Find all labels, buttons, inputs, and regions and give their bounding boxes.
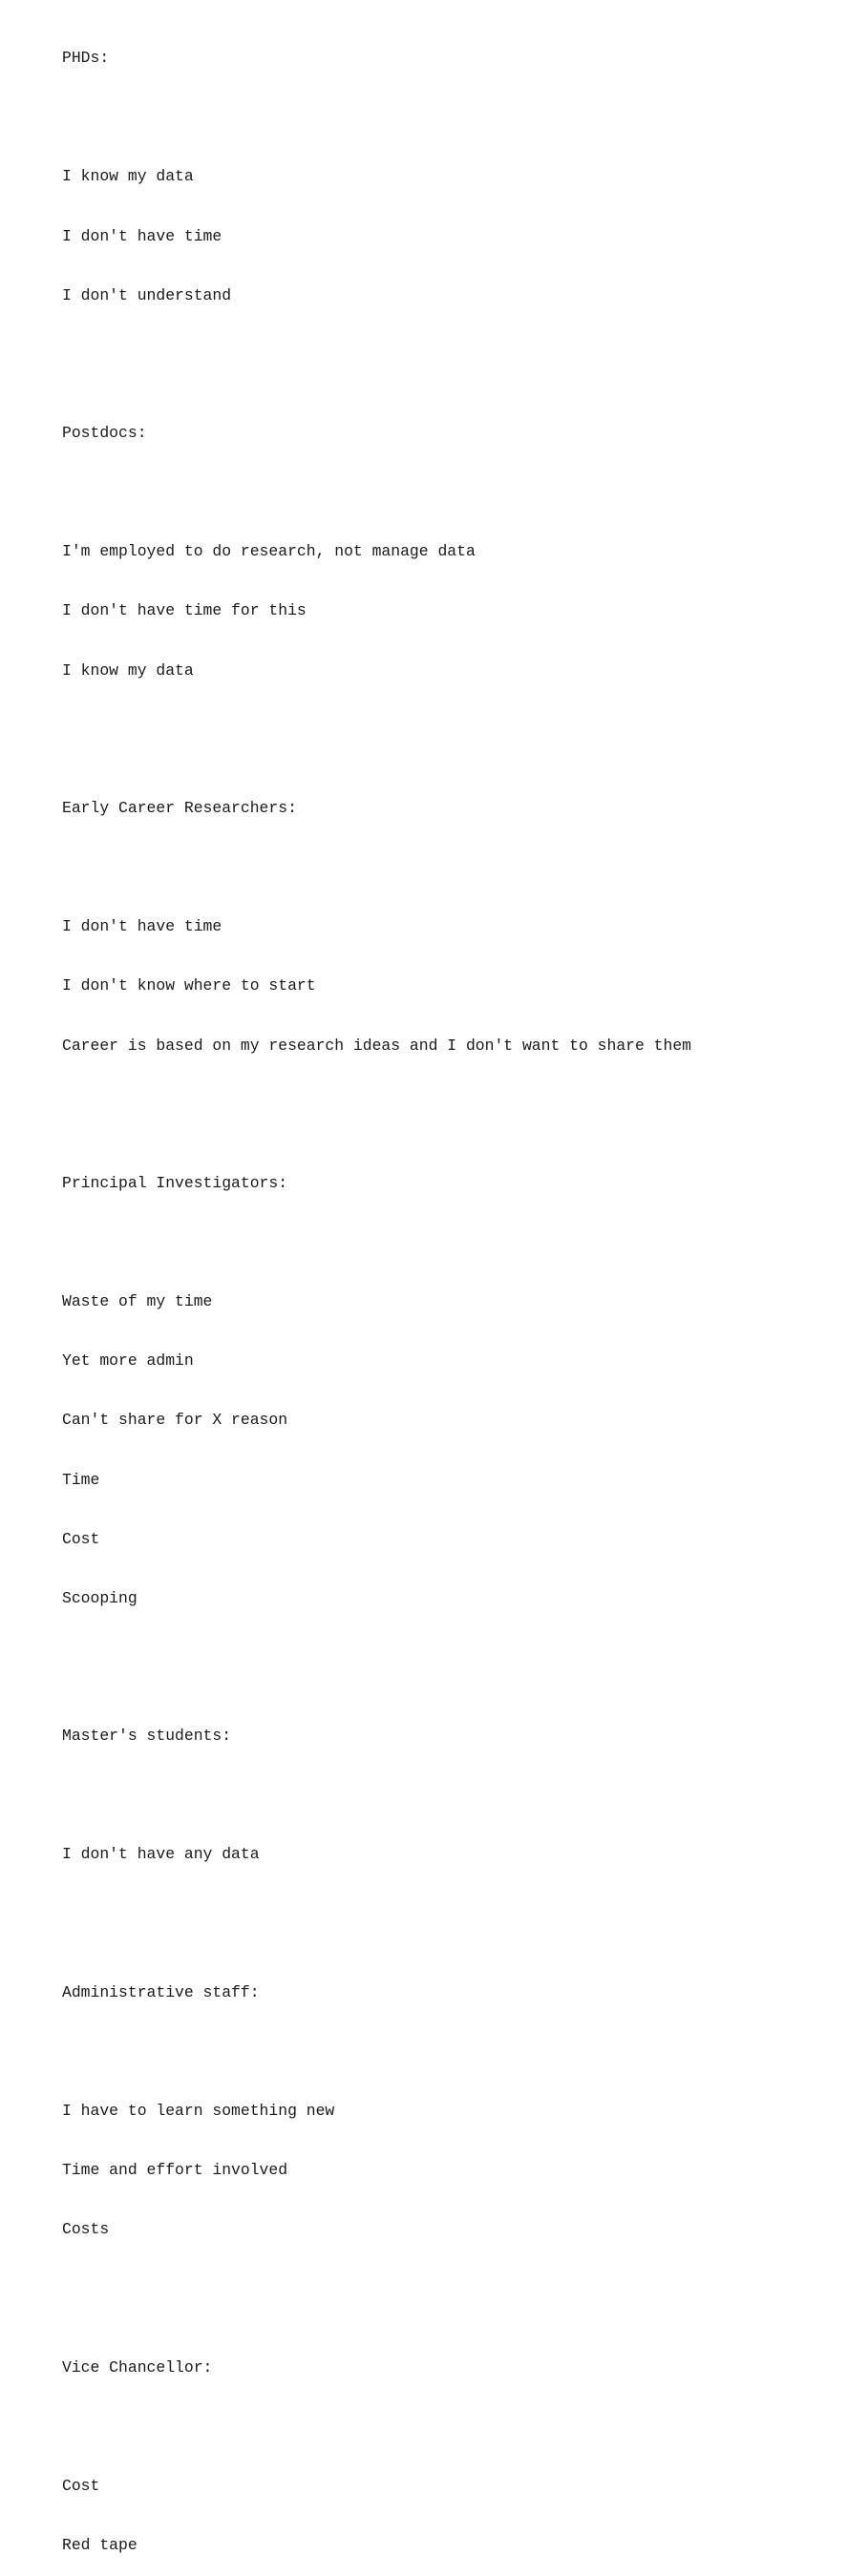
blank-line	[62, 2042, 855, 2063]
administrative-staff-line: Time and effort involved	[62, 2161, 288, 2180]
administrative-staff-line: I have to learn something new	[62, 2102, 335, 2121]
section-title-phds: PHDs:	[62, 49, 110, 68]
early-career-line: I don't have time	[62, 917, 222, 936]
section-title-administrative-staff: Administrative staff:	[62, 1983, 260, 2002]
section-title-early-career-researchers: Early Career Researchers:	[62, 799, 297, 818]
phds-line: I don't understand	[62, 285, 232, 304]
blank-line	[62, 858, 855, 878]
principal-investigators-line: Yet more admin	[62, 1351, 194, 1371]
principal-investigators-line: Time	[62, 1470, 100, 1489]
blank-line	[62, 2418, 855, 2438]
phds-line: I know my data	[62, 167, 194, 186]
early-career-line: Career is based on my research ideas and I don't want to share them	[62, 1036, 692, 1055]
blank-line	[62, 1786, 855, 1806]
vice-chancellor-line: Red tape	[62, 2536, 138, 2555]
vice-chancellor-line: Cost	[62, 2477, 100, 2496]
postdocs-line: I know my data	[62, 660, 194, 680]
masters-students-line: I don't have any data	[62, 1845, 260, 1864]
postdocs-line: I'm employed to do research, not manage data	[62, 542, 476, 561]
text-document	[62, 10, 855, 2576]
administrative-staff-line: Costs	[62, 2220, 110, 2239]
blank-line	[62, 1905, 855, 1925]
blank-line	[62, 346, 855, 366]
blank-line	[62, 1096, 855, 1116]
section-title-principal-investigators: Principal Investigators:	[62, 1174, 288, 1193]
blank-line	[62, 2280, 855, 2300]
section-title-masters-students: Master's students:	[62, 1727, 232, 1746]
blank-line	[62, 1648, 855, 1668]
principal-investigators-line: Cost	[62, 1529, 100, 1548]
phds-line: I don't have time	[62, 226, 222, 245]
principal-investigators-line: Waste of my time	[62, 1292, 213, 1311]
blank-line	[62, 1233, 855, 1253]
blank-line	[62, 483, 855, 503]
principal-investigators-line: Can't share for X reason	[62, 1411, 288, 1430]
blank-line	[62, 108, 855, 128]
section-title-postdocs: Postdocs:	[62, 424, 147, 443]
principal-investigators-line: Scooping	[62, 1588, 138, 1607]
blank-line	[62, 721, 855, 741]
early-career-line: I don't know where to start	[62, 976, 316, 995]
section-title-vice-chancellor: Vice Chancellor:	[62, 2358, 213, 2377]
postdocs-line: I don't have time for this	[62, 601, 307, 620]
